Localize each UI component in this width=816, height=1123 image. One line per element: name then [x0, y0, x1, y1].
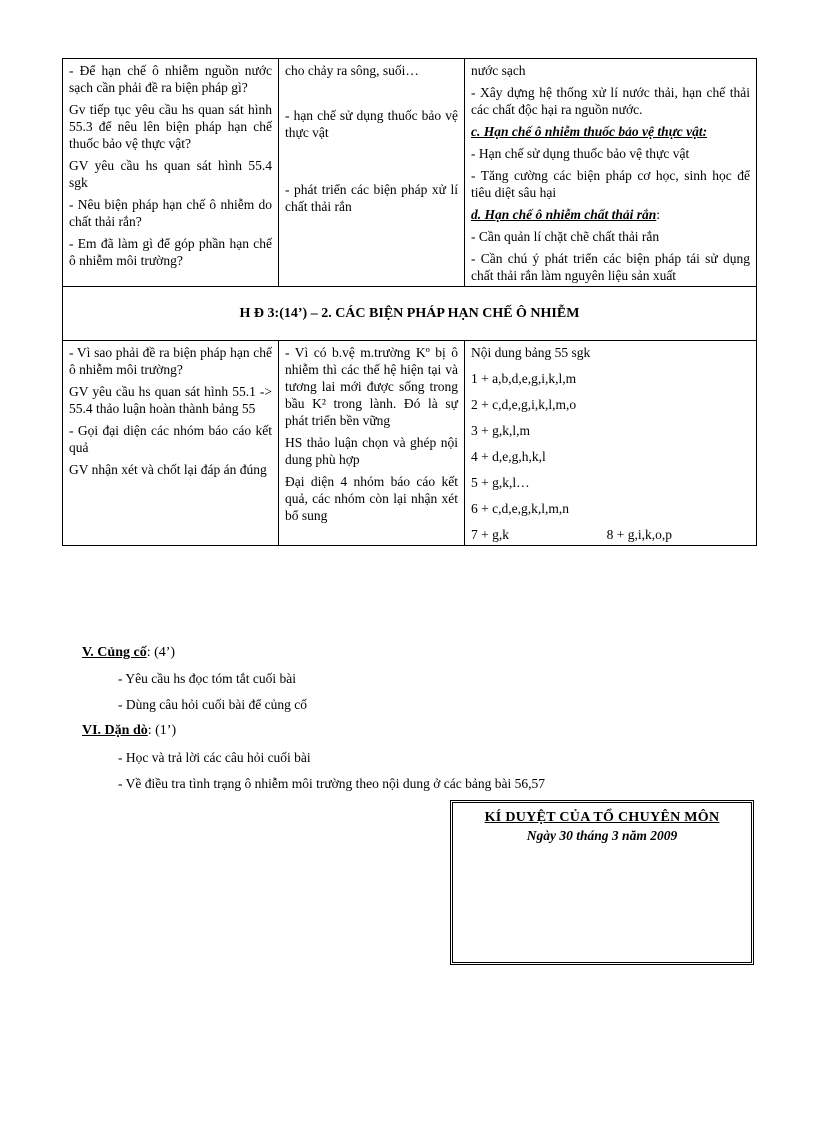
content-cell [465, 341, 757, 546]
list-item: - Dùng câu hỏi cuối bài để củng cố [118, 697, 307, 712]
section-label: VI. Dặn dò [82, 723, 148, 738]
lesson-table [62, 58, 757, 546]
table-row [63, 59, 757, 287]
section-title [82, 645, 175, 661]
approval-title: KÍ DUYỆT CỦA TỔ CHUYÊN MÔN [484, 810, 720, 825]
activity-header: H Đ 3:(14’) – 2. CÁC BIỆN PHÁP HẠN CHẾ Ô NHIỄM [63, 287, 757, 341]
list-item: - Yêu cầu hs đọc tóm tắt cuối bài [118, 671, 296, 686]
paragraph: - Tăng cường các biện pháp cơ học, sinh học để tiêu diệt sâu hại [471, 168, 750, 200]
section-label: V. Củng cố [82, 645, 147, 660]
paragraph: - Hạn chế sử dụng thuốc bảo vệ thực vật [471, 146, 690, 161]
subheading-d-line [471, 206, 750, 223]
teacher-activity-cell [63, 59, 279, 287]
approval-date: Ngày 30 tháng 3 năm 2009 [526, 828, 678, 843]
subheading-d: d. Hạn chế ô nhiễm chất thải rắn [471, 207, 657, 222]
answer-8: 8 + g,i,k,o,p [606, 527, 672, 542]
paragraph: Gv tiếp tục yêu cầu hs quan sát hình 55.3 để nêu lên biện pháp hạn chế thuốc bảo vệ thực vật? [69, 102, 272, 151]
paragraph: - Em đã làm gì để góp phần hạn chế ô nhiễm môi trường? [69, 236, 272, 268]
answer-line: 6 + c,d,e,g,k,l,m,n [471, 501, 569, 516]
paragraph: - Xây dựng hệ thống xử lí nước thải, hạn chế thải các chất độc hại ra nguồn nước. [471, 85, 750, 117]
table-row [63, 287, 757, 341]
answer-line [471, 526, 750, 543]
paragraph: - Nêu biện pháp hạn chế ô nhiễm do chất thải rắn? [69, 197, 272, 229]
answer-line: 1 + a,b,d,e,g,i,k,l,m [471, 371, 577, 386]
answer-7: 7 + g,k [471, 527, 509, 542]
paragraph: - Cần chú ý phát triển các biện pháp tái sử dụng chất thải rắn làm nguyên liệu sản xuất [471, 251, 750, 283]
paragraph: - Vì sao phải đề ra biện pháp hạn chế ô nhiễm môi trường? [69, 345, 272, 377]
answer-line: 2 + c,d,e,g,i,k,l,m,o [471, 397, 577, 412]
paragraph: - Vì có b.vệ m.trường Kº bị ô nhiễm thì các thế hệ hiện tại và tương lai mới được sống trong bầu K² trong lành. Đó là sự phát triển bền vững [285, 345, 458, 428]
list-item: - Học và trả lời các câu hỏi cuối bài [118, 750, 311, 765]
paragraph: HS thảo luận chọn và ghép nội dung phù hợp [285, 435, 458, 467]
paragraph: Nội dung bảng 55 sgk [471, 345, 591, 360]
teacher-activity-cell [63, 341, 279, 546]
student-activity-cell [279, 341, 465, 546]
paragraph: nước sạch [471, 63, 526, 78]
student-activity-cell [279, 59, 465, 287]
section-time: : (1’) [147, 723, 177, 738]
content-cell [465, 59, 757, 287]
answer-line: 3 + g,k,l,m [471, 423, 530, 438]
section-time: : (4’) [146, 645, 176, 660]
table-row [63, 341, 757, 546]
paragraph: - Để hạn chế ô nhiễm nguồn nước sạch cần phải đề ra biện pháp gì? [69, 63, 272, 95]
answer-line: 5 + g,k,l… [471, 475, 530, 490]
list-item: - Về điều tra tình trạng ô nhiễm môi trường theo nội dung ở các bảng bài 56,57 [118, 776, 546, 791]
paragraph: - Gọi đại diện các nhóm báo cáo kết quả [69, 423, 272, 455]
section-title [82, 723, 176, 739]
colon: : [656, 207, 661, 222]
paragraph: Đại diện 4 nhóm báo cáo kết quả, các nhóm còn lại nhận xét bổ sung [285, 474, 458, 523]
subheading-c: c. Hạn chế ô nhiễm thuốc bảo vệ thực vật: [471, 124, 708, 139]
paragraph: GV nhận xét và chốt lại đáp án đúng [69, 462, 267, 477]
paragraph: GV yêu cầu hs quan sát hình 55.4 sgk [69, 158, 272, 190]
paragraph: - phát triển các biện pháp xử lí chất thải rắn [285, 182, 458, 214]
paragraph: GV yêu cầu hs quan sát hình 55.1 -> 55.4 thảo luận hoàn thành bảng 55 [69, 384, 272, 416]
paragraph: cho chảy ra sông, suối… [285, 63, 419, 78]
approval-box [450, 800, 754, 965]
paragraph: - hạn chế sử dụng thuốc bảo vệ thực vật [285, 108, 458, 140]
paragraph: - Cần quản lí chặt chẽ chất thải rắn [471, 229, 660, 244]
answer-line: 4 + d,e,g,h,k,l [471, 449, 546, 464]
